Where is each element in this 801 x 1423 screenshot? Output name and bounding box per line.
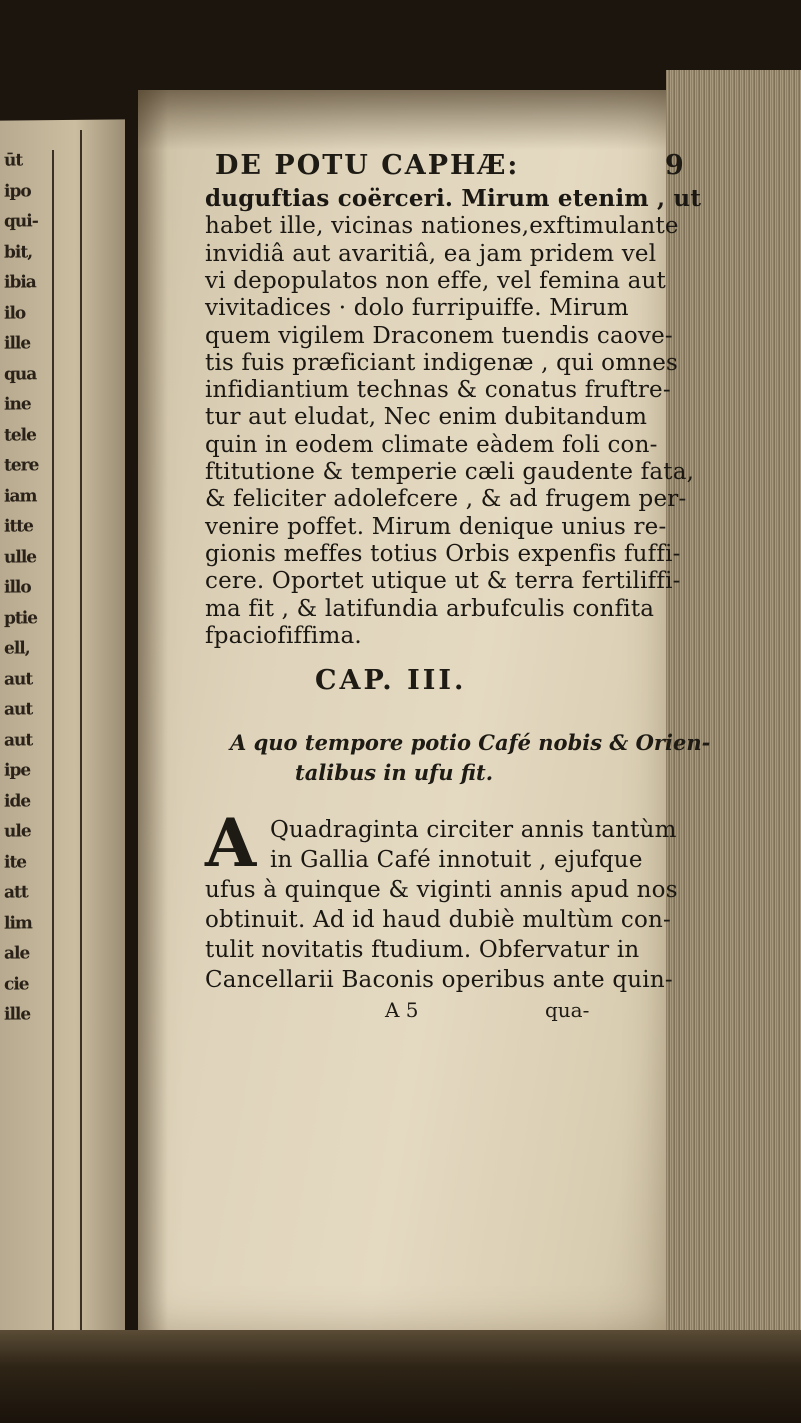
left-margin-fragment: ule (4, 821, 31, 842)
left-margin-fragment: tele (4, 424, 36, 446)
left-margin-fragment: qua (4, 363, 37, 385)
left-margin-fragment: tere (4, 455, 39, 476)
body-line: tur aut eludat, Nec enim dubitandum (205, 404, 648, 431)
book-bottom-shadow (0, 1330, 801, 1423)
body-line: habet ille, vicinas nationes,exftimulante (205, 213, 679, 240)
second-paragraph-line: in Gallia Café innotuit , ejufque (270, 847, 643, 873)
left-margin-fragment: ine (4, 394, 31, 415)
left-margin-fragment: cie (4, 973, 29, 995)
left-margin-fragment: lim (4, 912, 32, 934)
second-paragraph-line: obtinuit. Ad id haud dubiè multùm con- (205, 907, 672, 933)
body-line: cere. Oportet utique ut & terra fertiliffi- (205, 568, 681, 595)
body-line: duguftias coërceri. Mirum etenim , ut (205, 185, 702, 212)
left-margin-fragment: ide (4, 790, 31, 812)
left-margin-fragment: aut (4, 729, 33, 751)
left-page-rule (52, 150, 54, 1330)
signature-mark: A 5 (385, 998, 419, 1022)
body-line: ma fit , & latifundia arbufculis confita (205, 595, 655, 622)
left-margin-fragment: qui- (4, 211, 38, 232)
left-margin-fragment: ipo (4, 180, 31, 202)
left-margin-fragment: att (4, 882, 28, 903)
left-page-rule-inner (80, 130, 82, 1330)
second-paragraph-line: tulit novitatis ftudium. Obfervatur in (205, 937, 640, 963)
left-margin-fragment: ipe (4, 760, 31, 781)
left-margin-fragment: ilo (4, 302, 26, 324)
body-line: quin in eodem climate eàdem foli con- (205, 431, 658, 458)
body-line: fpaciofiffima. (205, 622, 362, 649)
left-facing-page (0, 119, 125, 1350)
body-line: vi depopulatos non effe, vel femina aut (205, 267, 666, 294)
chapter-summary-line-1: A quo tempore potio Café nobis & Orien- (230, 730, 711, 755)
body-line: quem vigilem Draconem tuendis caove- (205, 322, 673, 349)
left-margin-fragment: ptie (4, 607, 38, 629)
second-paragraph-line: ufus à quinque & viginti annis apud nos (205, 877, 678, 903)
left-margin-fragment: ille (4, 1004, 31, 1025)
left-margin-fragment: ibia (4, 272, 36, 293)
left-margin-fragment: itte (4, 516, 33, 537)
left-margin-fragment: ūt (4, 150, 23, 171)
body-line: gionis meffes totius Orbis expenfis fuffi- (205, 540, 681, 567)
left-margin-fragment: ille (4, 333, 31, 354)
left-margin-fragment: ite (4, 851, 27, 873)
body-line: invidiâ aut avaritiâ, ea jam pridem vel (205, 240, 657, 267)
left-margin-fragment: illo (4, 577, 31, 598)
body-line: venire poffet. Mirum denique unius re- (205, 513, 667, 540)
left-margin-fragment: aut (4, 668, 33, 690)
body-line: infidiantium technas & conatus fruftre- (205, 377, 671, 404)
body-line: tis fuis præficiant indigenæ , qui omnes (205, 349, 679, 376)
left-margin-fragment: ell, (4, 638, 30, 659)
left-margin-fragment: ale (4, 943, 30, 964)
left-margin-fragment: bit, (4, 241, 33, 263)
page-edges (666, 70, 801, 1350)
left-margin-fragment: ulle (4, 546, 37, 568)
second-paragraph-line: Quadraginta circiter annis tantùm (270, 817, 677, 843)
body-line: vivitadices · dolo furripuiffe. Mirum (205, 295, 629, 322)
catchword: qua- (545, 998, 590, 1022)
chapter-summary-line-2: talibus in ufu fit. (295, 760, 494, 785)
drop-initial: A (205, 804, 257, 882)
page-number: 9 (665, 150, 686, 181)
second-paragraph-line: Cancellarii Baconis operibus ante quin- (205, 967, 673, 993)
left-margin-fragment: aut (4, 699, 33, 720)
body-line: & feliciter adolefcere , & ad frugem per- (205, 486, 687, 513)
body-line: ftitutione & temperie cæli gaudente fata, (205, 459, 695, 485)
left-margin-fragment: iam (4, 485, 37, 507)
chapter-heading: CAP. III. (315, 665, 467, 696)
running-head-title: DE POTU CAPHÆ: (215, 150, 520, 181)
